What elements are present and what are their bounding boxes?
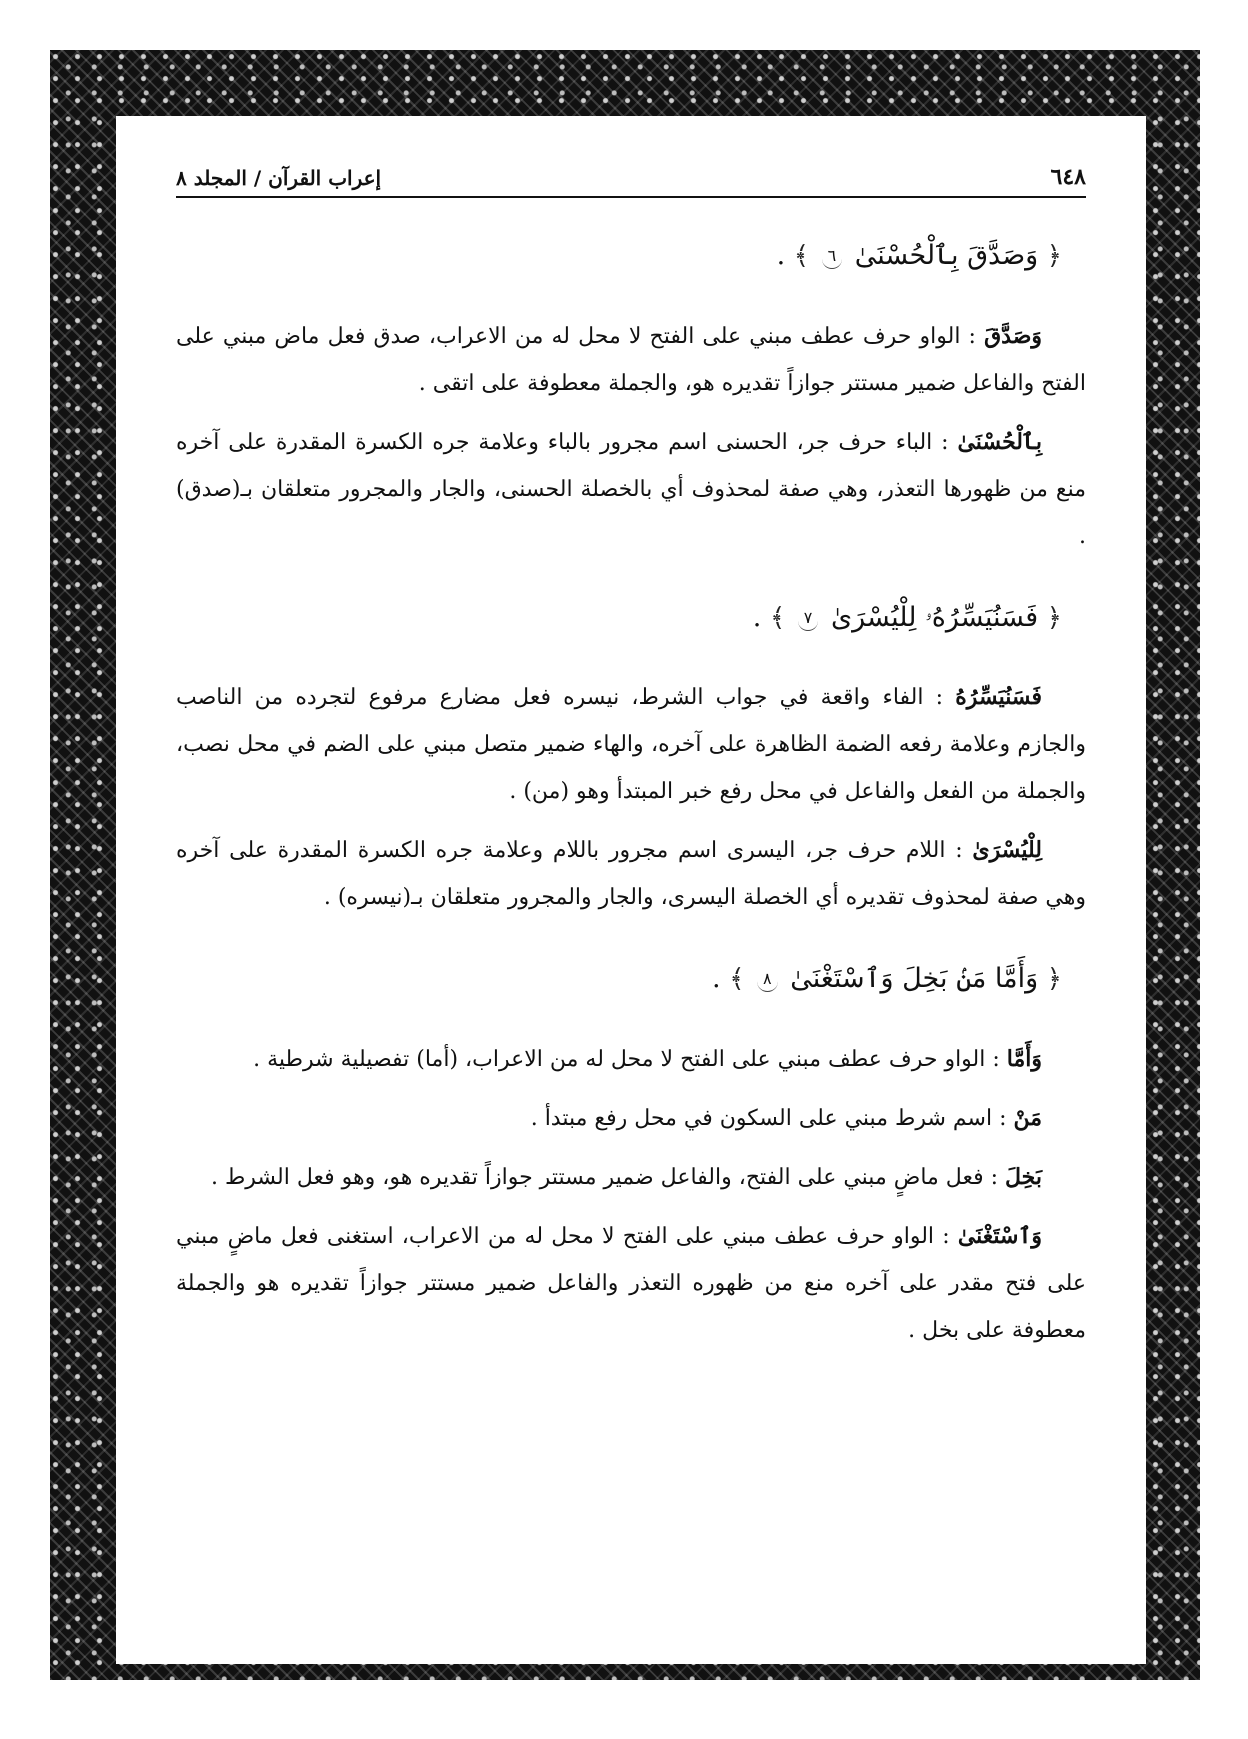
analysis-paragraph bbox=[176, 313, 1086, 407]
analysis-text: : الواو حرف عطف مبني على الفتح لا محل له من الاعراب، (أما) تفصيلية شرطية . bbox=[253, 1046, 1007, 1072]
verse-open-bracket: ﴿ bbox=[1046, 602, 1062, 633]
quran-verse-7 bbox=[176, 598, 1062, 639]
analysis-text: : اسم شرط مبني على السكون في محل رفع مبتدأ . bbox=[530, 1105, 1014, 1131]
page-content bbox=[176, 236, 1086, 1354]
analysis-text: : الباء حرف جر، الحسنى اسم مجرور بالباء وعلامة جره الكسرة المقدرة على آخره منع من ظهورها التعذر، وهي صفة لمحذوف أي بالخصلة الحسنى، والجار والمجرور متعلقان بـ(صدق) . bbox=[176, 429, 1086, 549]
verse-text: وَصَدَّقَ بِٱلْحُسْنَىٰ bbox=[854, 240, 1039, 271]
analysis-term: وَٱسْتَغْنَىٰ bbox=[957, 1222, 1042, 1249]
verse-trail: . bbox=[776, 240, 786, 271]
analysis-term: وَأَمَّا bbox=[1006, 1045, 1042, 1072]
verse-text: فَسَنُيَسِّرُهُۥ لِلْيُسْرَىٰ bbox=[830, 601, 1039, 633]
analysis-text: : الواو حرف عطف مبني على الفتح لا محل له من الاعراب، استغنى فعل ماضٍ مبني على فتح مقدر على آخره منع من ظهوره التعذر والفاعل ضمير مستتر جوازاً تقديره هو والجملة معطوفة على بخل . bbox=[176, 1223, 1086, 1343]
verse-close-bracket: ﴾ bbox=[793, 241, 809, 271]
verse-text: وَأَمَّا مَنۢ بَخِلَ وَٱسْتَغْنَىٰ bbox=[790, 963, 1039, 994]
ayah-number: ٨ bbox=[757, 967, 778, 992]
analysis-paragraph bbox=[176, 1095, 1086, 1142]
analysis-paragraph bbox=[176, 1154, 1086, 1201]
verse-open-bracket: ﴿ bbox=[1046, 241, 1062, 271]
analysis-term: بِٱلْحُسْنَىٰ bbox=[957, 428, 1042, 455]
ayah-number: ٧ bbox=[798, 606, 819, 631]
analysis-paragraph bbox=[176, 674, 1086, 815]
verse-trail: . bbox=[752, 601, 762, 633]
quran-verse-6 bbox=[176, 236, 1062, 277]
analysis-paragraph bbox=[176, 419, 1086, 560]
analysis-term: فَسَنُيَسِّرُهُ bbox=[955, 684, 1042, 710]
analysis-term: لِلْيُسْرَىٰ bbox=[972, 837, 1042, 863]
analysis-term: بَخِلَ bbox=[1005, 1163, 1042, 1190]
analysis-term: وَصَدَّقَ bbox=[984, 322, 1042, 349]
running-title: إعراب القرآن / المجلد ٨ bbox=[176, 166, 382, 190]
ayah-number: ٦ bbox=[822, 244, 843, 269]
analysis-text: : اللام حرف جر، اليسرى اسم مجرور باللام وعلامة جره الكسرة المقدرة على آخره وهي صفة لمحذوف تقديره أي الخصلة اليسرى، والجار والمجرور متعلقان بـ(نيسره) . bbox=[176, 838, 1086, 910]
analysis-text: : الفاء واقعة في جواب الشرط، نيسره فعل مضارع مرفوع لتجرده من الناصب والجازم وعلامة رفعه الضمة الظاهرة على آخره، والهاء ضمير متصل مبني على الضم في محل نصب، والجملة من الفعل والفاعل في محل رفع خبر المبتدأ وهو (من) . bbox=[176, 685, 1086, 804]
analysis-paragraph bbox=[176, 1213, 1086, 1354]
analysis-text: : فعل ماضٍ مبني على الفتح، والفاعل ضمير مستتر جوازاً تقديره هو، وهو فعل الشرط . bbox=[210, 1164, 1005, 1190]
analysis-paragraph bbox=[176, 827, 1086, 921]
ornamental-border bbox=[50, 50, 1200, 1680]
page-body bbox=[116, 116, 1146, 1664]
verse-close-bracket: ﴾ bbox=[769, 602, 786, 633]
page-number: ٦٤٨ bbox=[1050, 164, 1086, 190]
analysis-term: مَنْ bbox=[1013, 1104, 1042, 1131]
verse-open-bracket: ﴿ bbox=[1046, 964, 1062, 994]
verse-trail: . bbox=[712, 963, 721, 994]
quran-verse-8 bbox=[176, 959, 1062, 1000]
verse-close-bracket: ﴾ bbox=[729, 964, 745, 994]
page-header bbox=[176, 164, 1086, 198]
analysis-paragraph bbox=[176, 1036, 1086, 1083]
analysis-text: : الواو حرف عطف مبني على الفتح لا محل له من الاعراب، صدق فعل ماض مبني على الفتح والفاعل ضمير مستتر جوازاً تقديره هو، والجملة معطوفة على اتقى . bbox=[176, 323, 1086, 396]
